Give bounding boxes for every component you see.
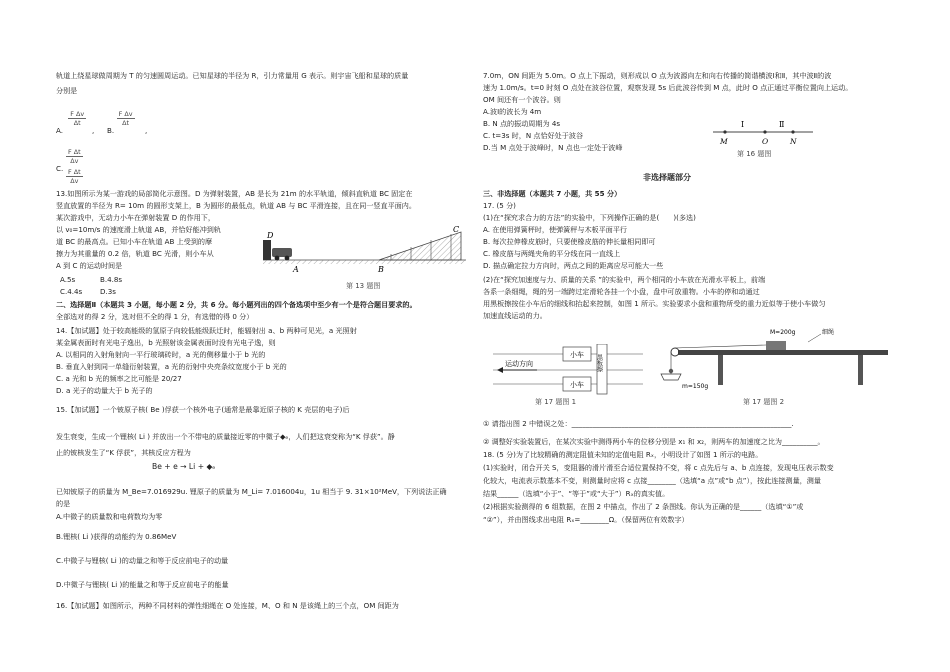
q12-option-a: A. (56, 126, 63, 135)
q12-frac-2: $\frac{\text{F Δv}}{\Delta t}$ (118, 110, 133, 127)
q18-line2: (1)实验时，闭合开关 S，变阻器的滑片滑至合适位置保持不变，将 c 点先后与 a、b 点连接，发现电压表示数变 (483, 463, 834, 472)
q13-option-a: A.5s (60, 275, 76, 284)
q16-line2: 速为 1.0m/s。t=0 时刻 O 点处在波谷位置，观察发现 5s 后此波谷传到 M 点，此时 O 点正通过平衡位置向上运动。 (483, 83, 853, 92)
fig16-point-o (763, 130, 766, 133)
q13-line1: 13.如图所示为某一游戏的局部简化示意图。D 为弹射装置，AB 是长为 21m 的水平轨道，倾斜直轨道 BC 固定在 (56, 189, 413, 198)
figure-17-2-svg (658, 322, 888, 410)
q16-option-c: C. t=3s 时，N 点恰好处于波谷 (483, 131, 584, 140)
q15-equation: Be + e → Li + ◆ₑ (152, 462, 216, 471)
q14-option-b: B. 垂直入射到同一单缝衍射装置，a 光的衍射中央亮条纹宽度小于 b 光的 (56, 362, 287, 371)
q17-part1-a: A. 在使用弹簧秤时，使弹簧秤与木板平面平行 (483, 225, 628, 234)
q16-option-b: B. N 点的振动周期为 4s (483, 119, 561, 128)
q18-line3: 化较大，电流表示数基本不变，则测量时应将 c 点接________（选填“a 点”或“b 点”），按此连接测量，测量 (483, 476, 821, 485)
fig17-2-table-top (678, 350, 888, 355)
fig13-car (272, 248, 292, 257)
q15-option-b: B.锂核( Li )获得的动能约为 0.86MeV (56, 532, 177, 541)
q15-option-d: D.中微子与锂核( Li )的能量之和等于反应前电子的能量 (56, 580, 229, 589)
fig13-label-d: D (267, 231, 274, 240)
q17-score: 17. (5 分) (483, 201, 516, 210)
q15-option-c: C.中微子与锂核( Li )的动量之和等于反应前电子的动量 (56, 556, 229, 565)
q12-frac-3: $\frac{\text{F Δt}}{\Delta v}$ (68, 148, 81, 165)
fig16-label-m: M (720, 137, 728, 146)
fig17-1-arrowhead (497, 367, 503, 373)
q16-line1-left: 16.【加试题】如图所示，两种不同材料的弹性细绳在 O 处连接，M、O 和 N 是该绳上的三个点，OM 间距为 (56, 601, 399, 610)
fig17-1-direction: 运动方向 (505, 360, 533, 368)
figure-17-1 (493, 344, 643, 406)
q14-option-c: C. a 光和 b 光的频率之比可能是 20/27 (56, 374, 182, 383)
nonchoice-title: 非选择题部分 (643, 173, 691, 182)
q16-line1: 7.0m，ON 间距为 5.0m。O 点上下振动，则形成以 O 点为波源向左和向右传播的简谐横波Ⅰ和Ⅱ，其中波Ⅱ的波 (483, 71, 832, 80)
q12-option-b: B. (107, 126, 115, 135)
fig17-2-caption: 第 17 题图 2 (743, 398, 785, 406)
q16-option-a: A.波Ⅰ的波长为 4m (483, 107, 542, 116)
section2-line1: 二、选择题Ⅱ（本题共 3 小题，每小题 2 分，共 6 分。每小题列出的四个备选项中至少有一个是符合题目要求的。 (56, 300, 417, 309)
q12-option-c: C. (56, 164, 64, 173)
q15-line2: 发生衰变，生成一个锂核( Li ) 并放出一个不带电的质量接近零的中微子◆ₑ，人们把这衰变称为“K 俘获”。静 (56, 432, 395, 441)
fig16-point-n (791, 130, 794, 133)
q16-option-d: D.当 M 点处于波峰时，N 点也一定处于波峰 (483, 143, 623, 152)
fig17-1-eraser-label: 黑板擦 (595, 354, 603, 372)
q13-line2: 竖直放置的半径为 R= 10m 的圆形支架上，B 为圆形的最低点，轨道 AB 与 BC 平滑连接，且在同一竖直平面内。 (56, 201, 416, 210)
q12-comma2: , (145, 126, 148, 135)
q12-intro-line1: 轨道上绕星球做周期为 T 的匀速圆周运动。已知星球的半径为 R，引力常量用 G 表示。则宇宙飞船和星球的质量 (56, 71, 409, 80)
q12-frac-1: $\frac{\text{F Δv}}{\Delta t}$ (70, 110, 85, 127)
figure-17-1-svg (493, 344, 643, 406)
q12-frac-4: $\frac{\text{F Δt}}{\Delta v}$ (68, 168, 81, 185)
fig13-label-c: C (453, 226, 460, 234)
q17-fill1: ① 请指出图 2 中错误之处：______________________________________________________________. (483, 419, 794, 428)
q17-part2-line2: 各系一条细绳，绳的另一端跨过定滑轮各挂一个小盘，盘中可放重物。小车的停和动通过 (483, 287, 760, 296)
q17-part1-d: D. 描点确定拉力方向时，两点之间的距离应尽可能大一些 (483, 261, 664, 270)
fig13-ground-hatch (263, 260, 466, 264)
q15-line3: 止的铍核发生了“K 俘获”，其核反应方程为 (56, 448, 191, 457)
q17-part2-line3: 用黑板擦按住小车后的细线和抬起来控制，如图 1 所示。实验要求小盘和重物所受的重力近似等于使小车做匀 (483, 299, 826, 308)
fig17-1-caption: 第 17 题图 1 (535, 398, 577, 406)
q17-part1: (1)在“探究求合力的方法”的实验中，下列操作正确的是( )(多选) (483, 213, 696, 222)
q14-option-d: D. a 光子的动量大于 b 光子的 (56, 386, 153, 395)
q17-part1-c: C. 橡皮筋与两绳夹角的平分线在同一直线上 (483, 249, 621, 258)
fig17-2-rope-pointer (808, 334, 821, 342)
q15-line5: 的是 (56, 499, 71, 508)
q17-fill2: ② 调整好实验装置后，在某次实验中测得两小车的位移分别是 x₁ 和 x₂，则两车的加速度之比为__________。 (483, 437, 825, 446)
q14-line1: 14.【加试题】处于较高能级的氢原子向较低能级跃迁时，能辐射出 a、b 两种可见光，a 光照射 (56, 326, 357, 335)
fig17-2-tray (661, 374, 681, 380)
q12-options-ab (56, 110, 135, 127)
fig13-label-b: B (378, 265, 384, 274)
fig17-2-rope (675, 345, 766, 348)
figure-13 (261, 226, 466, 296)
q12-options-d (66, 168, 83, 185)
q13-option-c: C.4.4s (60, 287, 83, 296)
fig13-car-wheel2 (285, 256, 290, 261)
fig16-label-i: Ⅰ (741, 120, 745, 129)
fig16-label-o: O (762, 137, 769, 146)
fig17-2-mass-label: M=200g (770, 329, 796, 336)
q18-line6: “②”），并由图线求出电阻 Rₓ=________Ω。（保留两位有效数字） (483, 515, 689, 524)
fig13-car-wheel1 (275, 256, 280, 261)
q13-option-d: D.3s (100, 287, 116, 296)
section3-title: 三、非选择题（本题共 7 小题，共 55 分） (483, 189, 622, 198)
q17-part2-line4: 加速直线运动的力。 (483, 311, 547, 320)
fig17-2-small-mass-label: m=150g (682, 383, 709, 390)
fig13-label-a: A (293, 265, 299, 274)
fig13-launcher (263, 240, 271, 260)
fig16-point-m (723, 130, 726, 133)
q18-line1: 18. (5 分)为了比较精确的测定阻值未知的定值电阻 Rₓ，小明设计了如图 1 所示的电路。 (483, 450, 763, 459)
q14-option-a: A. 以相同的入射角射向一平行玻璃砖时，a 光的侧移量小于 b 光的 (56, 350, 266, 359)
q13-line5: 道 BC 的最高点。已知小车在轨道 AB 上受到的摩 (56, 237, 213, 246)
q13-line3: 某次游戏中，无动力小车在弹射装置 D 的作用下， (56, 213, 215, 222)
q12-comma1: , (92, 126, 95, 135)
fig17-2-table-leg2 (858, 355, 863, 385)
q13-line6: 擦力为其重量的 0.2 倍，轨道 BC 光滑，则小车从 (56, 249, 214, 258)
fig17-1-car2-label: 小车 (570, 381, 584, 389)
q14-line2: 某金属表面时有光电子逸出，b 光照射该金属表面时没有光电子逸，则 (56, 338, 276, 347)
q17-part2-line1: (2)在“探究加速度与力、质量的关系 ”的实验中，两个相同的小车放在光滑水平板上，前端 (483, 275, 766, 284)
fig16-label-n: N (790, 137, 797, 146)
section2-line2: 全部选对的得 2 分，选对但不全的得 1 分，有选错的得 0 分） (56, 312, 254, 321)
q13-line4: 以 v₀=10m/s 的速度滑上轨道 AB，并恰好能冲到轨 (56, 225, 221, 234)
q15-option-a: A.中微子的质量数和电荷数均为零 (56, 512, 163, 521)
q12-options-cd (66, 148, 83, 165)
fig17-2-pulley (671, 348, 679, 356)
fig16-label-ii: Ⅱ (779, 120, 785, 129)
figure-13-svg (261, 226, 466, 296)
fig17-2-table-leg1 (718, 355, 723, 385)
figure-16 (707, 112, 819, 164)
fig17-2-car (766, 341, 786, 350)
q13-line7: A 到 C 的运动时间是 (56, 261, 123, 270)
figure-17-2 (658, 322, 888, 410)
fig17-2-rope-label: 细绳 (822, 329, 835, 336)
fig13-caption: 第 13 题图 (346, 282, 381, 290)
fig16-caption: 第 16 题图 (737, 150, 772, 158)
q15-line4: 已知铍原子的质量为 M_Be=7.016929u. 锂原子的质量为 M_Li= 7.016004u，1u 相当于 9. 31×10²MeV，下列说法正确 (56, 487, 447, 496)
q13-option-b: B.4.8s (100, 275, 123, 284)
figure-16-svg (707, 112, 819, 164)
fig17-2-weight (669, 369, 673, 373)
q12-intro-line2: 分别是 (56, 86, 78, 95)
q18-line5: (2)根据实验测得的 6 组数据，在图 2 中描点，作出了 2 条图线。你认为正确的是______（选填“①”或 (483, 502, 804, 511)
q15-line1: 15.【加试题】一个铍原子核( Be )俘获一个核外电子(通常是最靠近原子核的 K 壳层的电子)后 (56, 405, 350, 414)
q16-line3: OM 间还有一个波谷。则 (483, 95, 561, 104)
q18-line4: 结果______（选填“小于”、“等于”或“大于”）Rₓ的真实值。 (483, 489, 670, 498)
fig17-1-car1-label: 小车 (570, 351, 584, 359)
q17-part1-b: B. 每次拉伸橡皮筋时，只要使橡皮筋的伸长量相同即可 (483, 237, 656, 246)
